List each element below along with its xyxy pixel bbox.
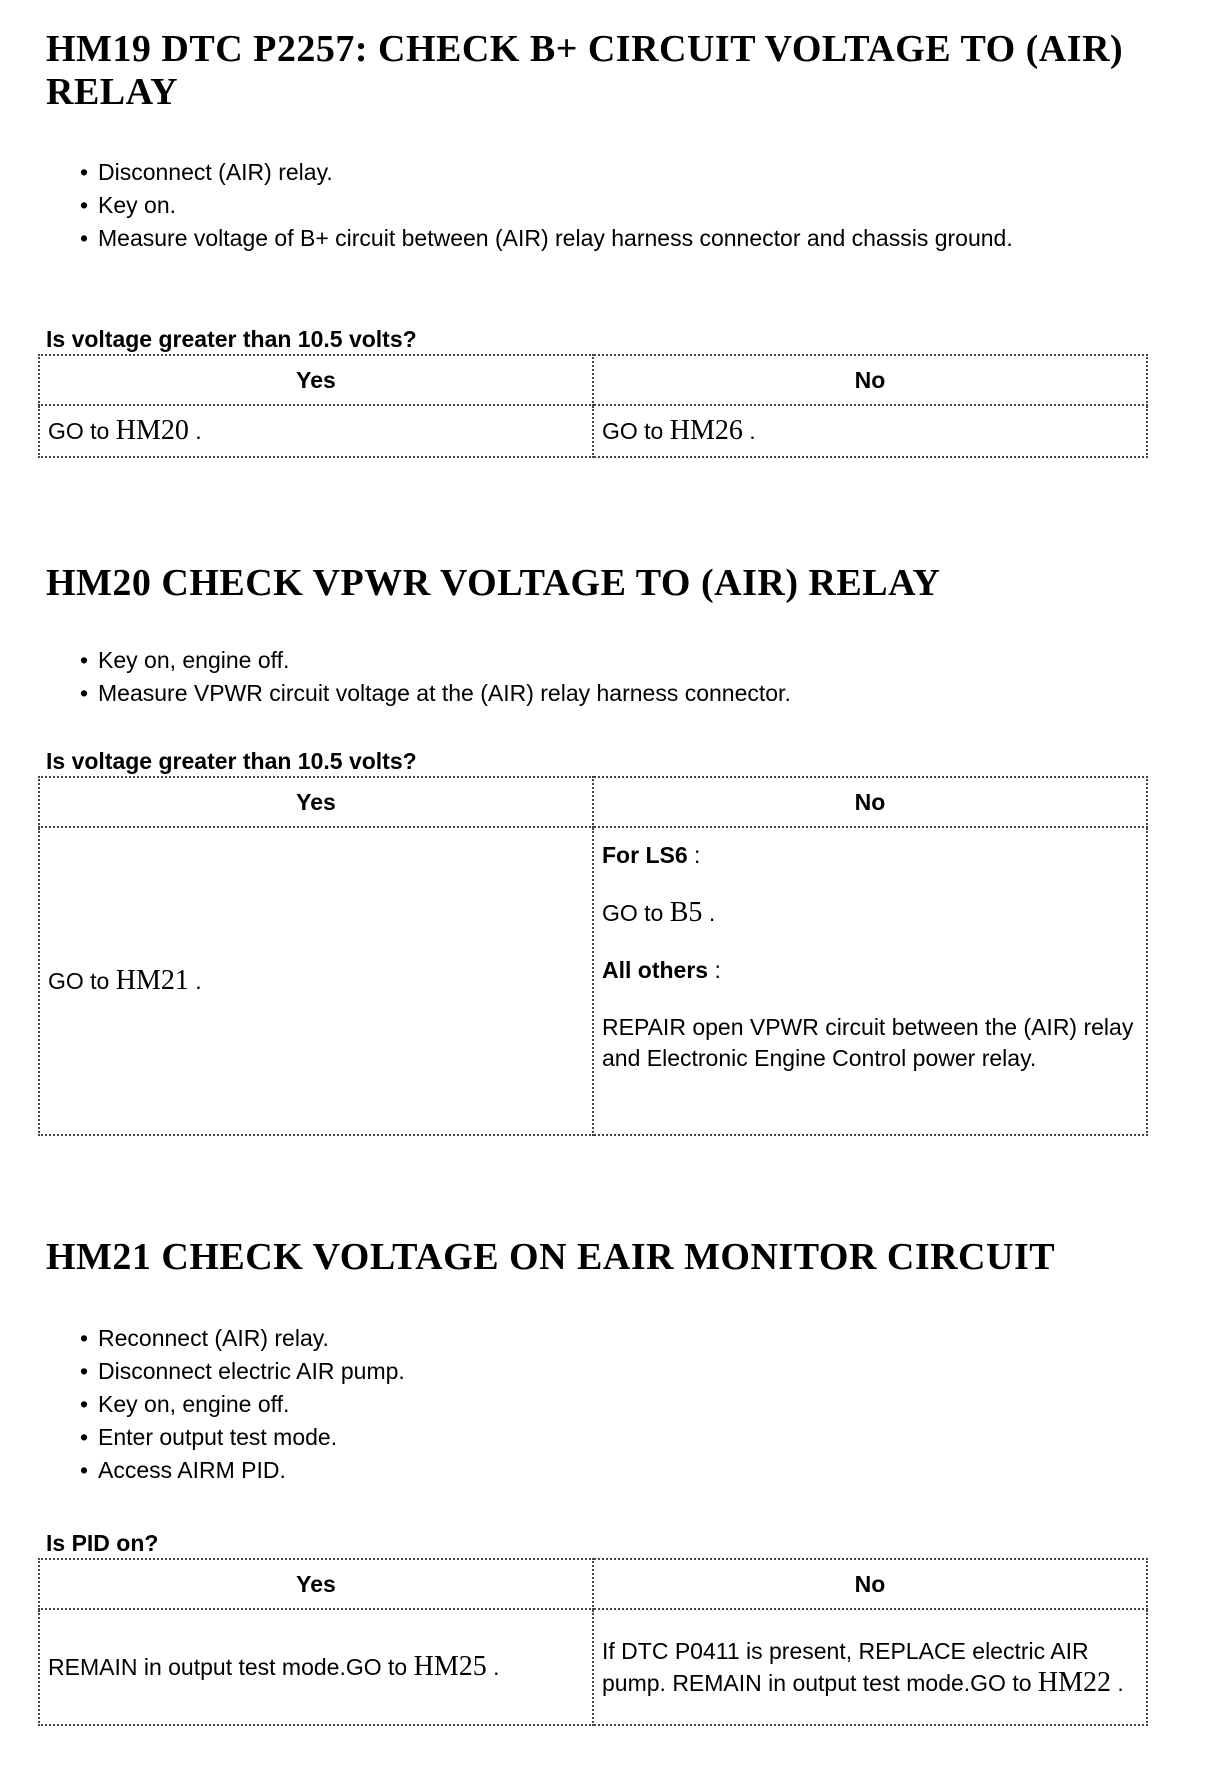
no-cell: For LS6 : GO to B5 . All others : REPAIR open VPWR circuit between the (AIR) relay and Electronic Engine Control power relay. [593, 827, 1147, 1135]
hm20-section [46, 562, 1146, 605]
hm22-link[interactable]: HM22 [1037, 1666, 1112, 1698]
hm19-section [46, 28, 1146, 114]
step-item: • Measure voltage of B+ circuit between (AIR) relay harness connector and chassis ground. [80, 222, 1140, 255]
hm19-steps [80, 156, 1140, 255]
hm25-link[interactable]: HM25 [413, 1651, 487, 1682]
step-item: • Disconnect (AIR) relay. [80, 156, 1140, 189]
hm19-title: HM19 DTC P2257: CHECK B+ CIRCUIT VOLTAGE TO (AIR) RELAY [46, 28, 1124, 113]
yes-header: Yes [39, 355, 593, 405]
b5-link[interactable]: B5 [669, 897, 703, 928]
hm21-title: HM21 CHECK VOLTAGE ON EAIR MONITOR CIRCUIT [46, 1236, 1056, 1278]
yes-cell: GO to HM20 . [39, 405, 593, 457]
no-header: No [593, 777, 1147, 827]
no-cell: GO to HM26 . [593, 405, 1147, 457]
step-item: • Reconnect (AIR) relay. [80, 1322, 1140, 1355]
step-item: • Enter output test mode. [80, 1421, 1140, 1454]
all-others-label: All others [602, 957, 709, 983]
yes-header: Yes [39, 777, 593, 827]
no-header: No [593, 1559, 1147, 1609]
step-item: • Key on. [80, 189, 1140, 222]
no-header: No [593, 355, 1147, 405]
hm21-section [46, 1236, 1146, 1279]
yes-cell: REMAIN in output test mode.GO to HM25 . [39, 1609, 593, 1725]
repair-text: REPAIR open VPWR circuit between the (AIR) relay and Electronic Engine Control power relay. [602, 1014, 1134, 1071]
hm19-question: Is voltage greater than 10.5 volts? [46, 326, 417, 352]
hm20-question: Is voltage greater than 10.5 volts? [46, 748, 417, 774]
hm21-steps [80, 1322, 1140, 1487]
hm19-answer-table [38, 354, 1148, 458]
step-item: • Disconnect electric AIR pump. [80, 1355, 1140, 1388]
for-ls6-label: For LS6 [602, 842, 688, 868]
hm20-link[interactable]: HM20 [115, 415, 189, 446]
hm21-question: Is PID on? [46, 1530, 159, 1556]
step-item: • Access AIRM PID. [80, 1454, 1140, 1487]
step-item: • Key on, engine off. [80, 644, 1140, 677]
step-item: • Measure VPWR circuit voltage at the (AIR) relay harness connector. [80, 677, 1140, 710]
no-cell: If DTC P0411 is present, REPLACE electric AIR pump. REMAIN in output test mode.GO to HM22 . [593, 1609, 1147, 1725]
hm20-title: HM20 CHECK VPWR VOLTAGE TO (AIR) RELAY [46, 562, 941, 604]
hm21-link[interactable]: HM21 [115, 965, 189, 996]
hm21-answer-table [38, 1558, 1148, 1726]
yes-cell: GO to HM21 . [39, 827, 593, 1135]
yes-header: Yes [39, 1559, 593, 1609]
hm20-answer-table [38, 776, 1148, 1136]
hm20-steps [80, 644, 1140, 710]
hm26-link[interactable]: HM26 [669, 415, 743, 446]
step-item: • Key on, engine off. [80, 1388, 1140, 1421]
